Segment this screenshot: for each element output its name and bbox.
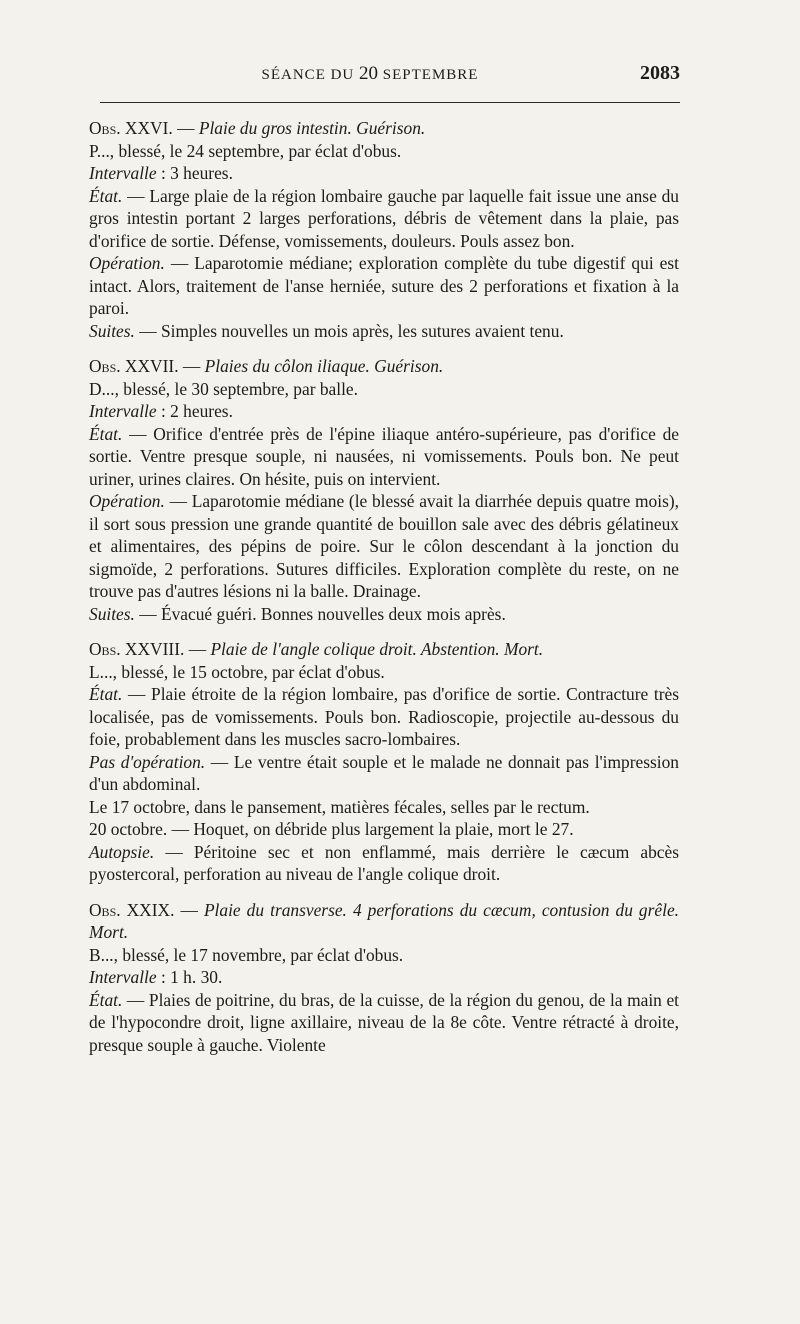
obs-29-dash: — (174, 899, 204, 920)
running-month: SEPTEMBRE (382, 67, 479, 83)
obs-28-autopsie-label: Autopsie. (89, 841, 155, 862)
obs-27-intervalle-label: Intervalle (89, 401, 157, 421)
obs-28-le20: 20 octobre. — Hoquet, on débride plus largement la plaie, mort le 27. (89, 819, 574, 839)
obs-26-operation-label: Opération. (89, 253, 165, 273)
obs-27-operation (89, 490, 679, 603)
obs-29-intervalle-value: : 1 h. 30. (156, 967, 223, 987)
obs-26-patient: P..., blessé, le 24 septembre, par éclat d'obus. (89, 140, 402, 161)
obs-26-etat-label: État. (89, 185, 123, 206)
obs-29-patient: B..., blessé, le 17 novembre, par éclat d'obus. (89, 944, 404, 965)
obs-26-dash: — (172, 118, 199, 138)
obs-26-suites-label: Suites. (89, 320, 135, 341)
obs-27-intervalle (89, 400, 679, 423)
obs-28-heading (89, 638, 679, 661)
obs-26-etat-text: — Large plaie de la région lombaire gauche par laquelle fait issue une anse du gros intestin portant 2 larges perforations, débris de vêtement dans la plaie, pas d'orifice de sortie. Défense, vomissements, douleurs. Pouls assez bon. (89, 185, 679, 251)
obs-26-title: Plaie du gros intestin. Guérison. (198, 118, 426, 138)
obs-29-intervalle-label: Intervalle (89, 967, 157, 987)
obs-28-autopsie (89, 841, 679, 886)
obs-27-etat-text: — Orifice d'entrée près de l'épine iliaque antéro-supérieure, pas d'orifice de sortie. Ventre presque souple, ni nausées, ni vomissements. Pouls bon. Ne peut uriner, urines claires. On hésite, puis on intervient. (89, 423, 679, 489)
obs-29-intervalle (89, 966, 679, 989)
obs-26-suites (89, 320, 679, 343)
obs-27-operation-label: Opération. (89, 491, 165, 511)
obs-29-heading (89, 899, 679, 944)
obs-29-etat-text: — Plaies de poitrine, du bras, de la cuisse, de la région du genou, de la main et de l'hypocondre droit, ligne axillaire, niveau de la 8e côte. Ventre rétracté à droite, presque souple à gauche. Violente (89, 989, 679, 1055)
obs-29-etat (89, 989, 679, 1057)
obs-28-etat-text: — Plaie étroite de la région lombaire, pas d'orifice de sortie. Contracture très localisée, pas de vomissements. Pouls bon. Radioscopie, projectile au-dessous du foie, probablement dans les muscles sacro-lombaires. (89, 684, 679, 749)
obs-27-heading (89, 355, 679, 378)
obs-26-intervalle-value: : 3 heures. (156, 163, 233, 183)
obs-27-suites (89, 603, 679, 626)
obs-28-pas-operation-text: — Le ventre était souple et le malade ne donnait pas l'impression d'un abdominal. (89, 751, 679, 794)
obs-26-suites-text: — Simples nouvelles un mois après, les sutures avaient tenu. (134, 320, 564, 341)
obs-27-suites-text: — Évacué guéri. Bonnes nouvelles deux mois après. (134, 603, 506, 624)
obs-27-title: Plaies du côlon iliaque. Guérison. (204, 356, 444, 376)
obs-26-operation-text: — Laparotomie médiane; exploration complète du tube digestif qui est intact. Alors, traitement de l'anse herniée, suture des 2 perforations et fixation à la paroi. (89, 253, 679, 318)
obs-28-pas-operation (89, 751, 679, 796)
obs-28-etat-label: État. (89, 684, 123, 704)
running-prefix: SÉANCE DU (261, 67, 355, 83)
obs-27-patient: D..., blessé, le 30 septembre, par balle. (89, 378, 358, 399)
obs-27-suites-label: Suites. (89, 603, 135, 624)
obs-29-label: Obs. XXIX. (89, 899, 175, 920)
obs-26-intervalle (89, 162, 679, 185)
obs-27-operation-text: — Laparotomie médiane (le blessé avait la diarrhée depuis quatre mois), il sort sous pression une grande quantité de bouillon sale avec des débris gélatineux et alimentaires, des pépins de poire. Sur le côlon descendant à la jonction du sigmoïde, 2 perforations. Sutures difficiles. Exploration complète du reste, on ne trouve pas d'autres lésions ni la balle. Drainage. (89, 491, 679, 601)
obs-28-pas-operation-label: Pas d'opération. (89, 751, 206, 772)
obs-27-etat-label: État. (89, 423, 123, 444)
obs-29-etat-label: État. (89, 989, 123, 1010)
obs-29-title: Plaie du transverse. 4 perforations du cæcum, contusion du grêle. Mort. (89, 899, 680, 942)
running-day: 20 (359, 63, 379, 84)
obs-28-patient: L..., blessé, le 15 octobre, par éclat d'obus. (89, 661, 385, 682)
obs-28-dash: — (184, 639, 211, 659)
obs-26-heading (89, 117, 679, 140)
obs-27-dash: — (178, 356, 205, 376)
obs-28-label: Obs. XXVIII. (89, 639, 185, 659)
obs-28-title: Plaie de l'angle colique droit. Abstention. Mort. (210, 639, 544, 659)
obs-26-operation (89, 252, 679, 320)
page-body (89, 117, 679, 1056)
page-number: 2083 (640, 62, 680, 84)
obs-28-le17: Le 17 octobre, dans le pansement, matières fécales, selles par le rectum. (89, 796, 590, 817)
obs-27-intervalle-value: : 2 heures. (156, 401, 233, 421)
obs-26-etat (89, 185, 679, 253)
obs-27-label: Obs. XXVII. (89, 356, 179, 376)
running-title (100, 63, 640, 85)
obs-28-etat (89, 683, 679, 751)
obs-27-etat (89, 423, 679, 491)
header-rule (100, 102, 680, 103)
obs-28-autopsie-text: — Péritoine sec et non enflammé, mais derrière le cæcum abcès pyostercoral, perforation au niveau de l'angle colique droit. (89, 841, 679, 884)
obs-26-intervalle-label: Intervalle (89, 163, 157, 183)
obs-26-label: Obs. XXVI. (89, 118, 173, 138)
running-header (100, 62, 680, 90)
